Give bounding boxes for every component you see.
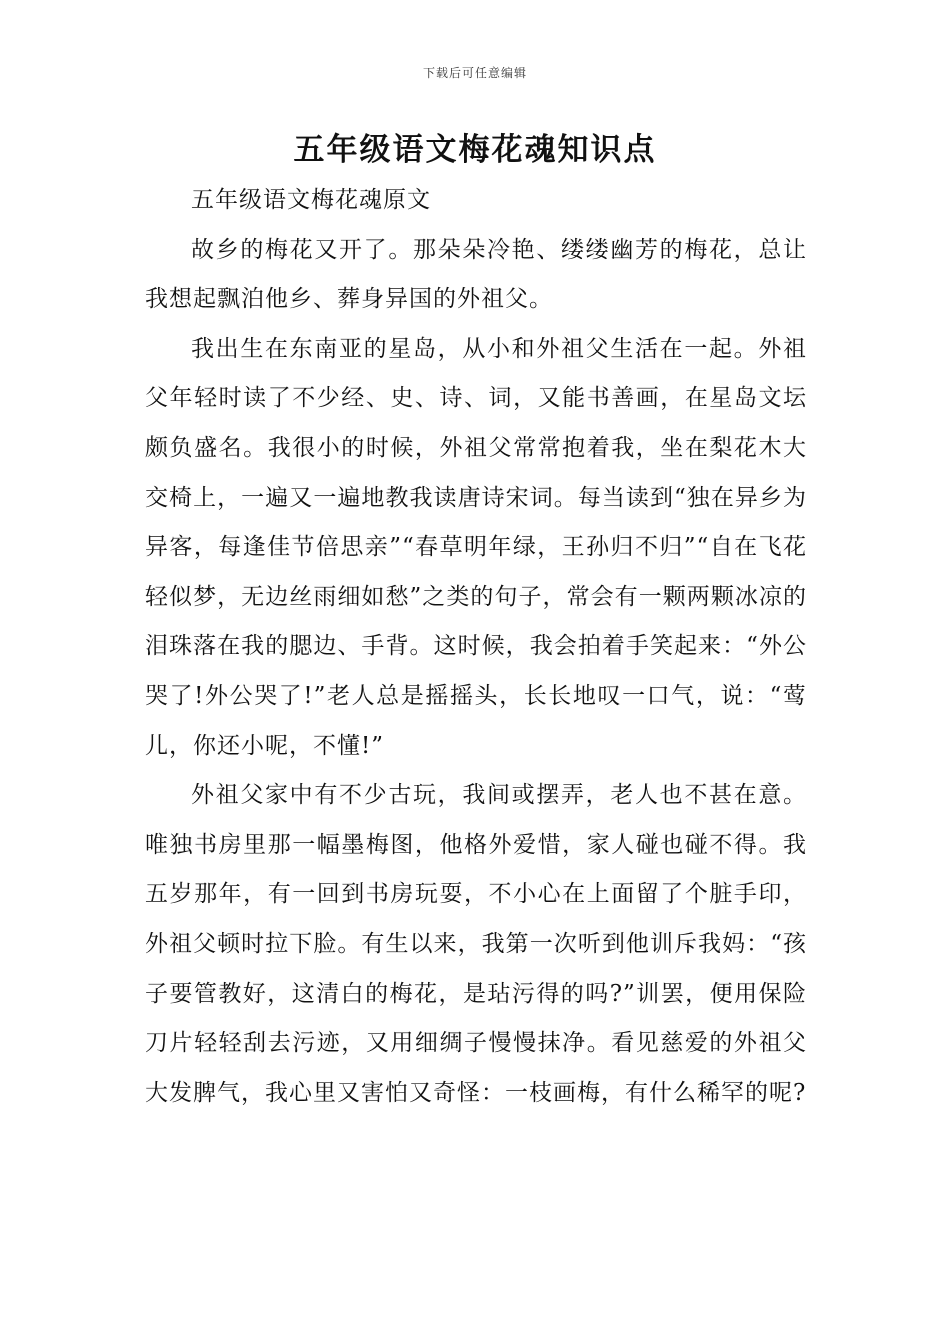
document-body (145, 176, 807, 1118)
paragraph: 故乡的梅花又开了。那朵朵冷艳、缕缕幽芳的梅花，总让我想起飘泊他乡、葬身异国的外祖父。 (145, 236, 807, 313)
paragraph: 外祖父家中有不少古玩，我间或摆弄，老人也不甚在意。唯独书房里那一幅墨梅图，他格外爱惜，家人碰也碰不得。我五岁那年，有一回到书房玩耍，不小心在上面留了个脏手印，外祖父顿时拉下脸。有生以来，我第一次听到他训斥我妈：“孩子要管教好，这清白的梅花，是玷污得的吗?”训罢，便用保险刀片轻轻刮去污迹，又用细绸子慢慢抹净。看见慈爱的外祖父大发脾气，我心里又害怕又奇怪：一枝画梅，有什么稀罕的呢? (145, 782, 807, 1106)
paragraph-subtitle: 五年级语文梅花魂原文 (191, 187, 431, 213)
paragraph: 我出生在东南亚的星岛，从小和外祖父生活在一起。外祖父年轻时读了不少经、史、诗、词，又能书善画，在星岛文坛颇负盛名。我很小的时候，外祖父常常抱着我，坐在梨花木大交椅上，一遍又一遍地教我读唐诗宋词。每当读到“独在异乡为异客，每逢佳节倍思亲”“春草明年绿，王孙归不归”“自在飞花轻似梦，无边丝雨细如愁”之类的句子，常会有一颗两颗冰凉的泪珠落在我的腮边、手背。这时候，我会拍着手笑起来：“外公哭了!外公哭了!”老人总是摇摇头，长长地叹一口气，说：“莺儿，你还小呢，不懂!” (145, 335, 807, 759)
header-note: 下载后可任意编辑 (422, 66, 527, 80)
document-title: 五年级语文梅花魂知识点 (293, 132, 657, 168)
